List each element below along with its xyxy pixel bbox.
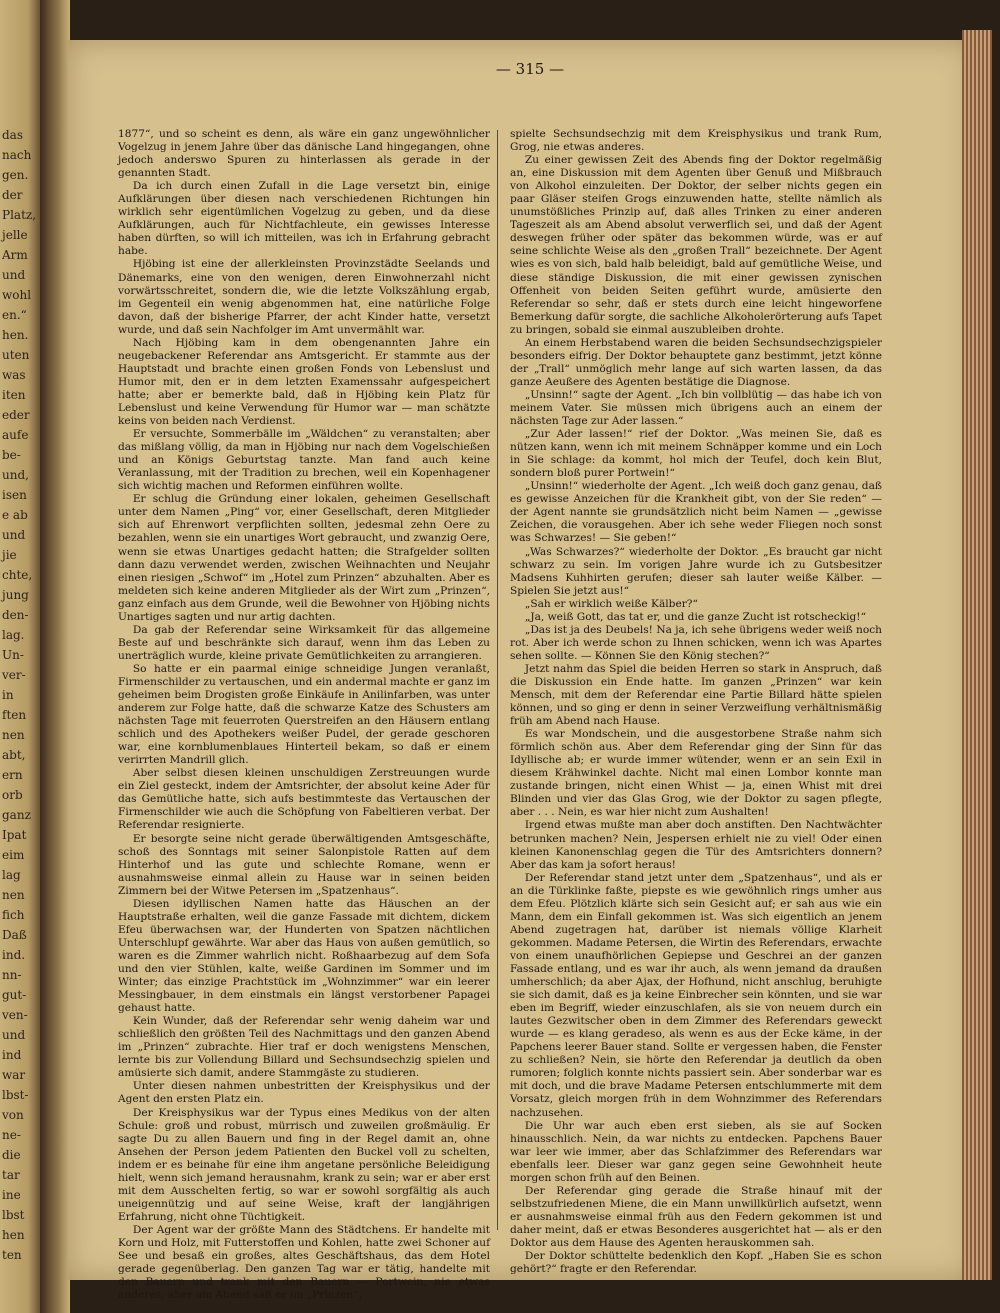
paragraph: Unter diesen nahmen unbestritten der Kreisphysikus und der Agent den ersten Platz ein. xyxy=(118,1080,490,1106)
paragraph: Irgend etwas mußte man aber doch anstiften. Den Nachtwächter betrunken machen? Nein, Jespersen erhielt nie zu viel! Oder einen kleinen Kanonenschlag gegen die Tür des Amtsrichters donnern? Aber das kam ja sofort heraus! xyxy=(510,819,882,871)
facing-page-fragment: Platz, xyxy=(2,208,37,222)
paragraph: Der Referendar stand jetzt unter dem „Spatzenhaus“, und als er an die Türklinke faßte, piepste es wie gewöhnlich rings umher aus dem Efeu. Plötzlich klärte sich sein Gesicht auf; er sah aus wie ein Mann, dem ein Einfall gekommen ist. Was sich eigentlich an jenem Abend zugetragen hat, darüber ist niemals völlige Klarheit gekommen. Madame Petersen, die Wirtin des Referendars, erwachte von einem unaufhörlichen Gepiepse und Geschrei an der ganzen Fassade entlang, und es war ihr auch, als wenn jemand da draußen umherschlich; da aber Ajax, der Hofhund, nicht anschlug, beruhigte sie sich damit, daß es ja keine Einbrecher sein könnten, und sie war eben im Begriff, wieder einzuschlafen, als sie von neuem durch ein lautes Gezwitscher oben in dem Zimmer des Referendars geweckt wurde — es klang geradeso, als wenn es aus der Ecke käme, in der Papchens leerer Bauer stand. Sollte er vergessen haben, die Fenster zu schließen? Nein, sie hörte den Referendar ja deutlich da oben rumoren; folglich konnte nichts passiert sein. Aber sonderbar war es mit doch, und die brave Madame Petersen entschlummerte mit dem Vorsatz, gleich morgen früh in dem Wohnzimmer des Referendars nachzusehen. xyxy=(510,871,882,1119)
facing-page-fragment: ind. xyxy=(2,948,26,962)
paragraph: Zu einer gewissen Zeit des Abends fing der Doktor regelmäßig an, eine Diskussion mit dem Agenten über Genuß und Mißbrauch von Alkohol einzuleiten. Der Doktor, der selber nichts gegen ein paar Gläser steifen Grogs einzuwenden hatte, stellte nämlich als unumstößliches Prinzip auf, daß alles Trinken zu einer anderen Tageszeit als am Abend absolut verwerflich sei, und daß der Agent deswegen früher oder später das bekommen würde, was er auf seine schlichte Weise als den „großen Trall“ bezeichnete. Der Agent wies es von sich, bald halb beleidigt, bald auf gemütliche Weise, und diese ständige Diskussion, die mit einer gewissen zynischen Offenheit von beiden Seiten geführt wurde, amüsierte den Referendar so sehr, daß er stets durch eine leicht hingeworfene Bemerkung dafür sorgte, die sachliche Alkoholerörterung aufs Tapet zu bringen, sobald sie einmal auszubleiben drohte. xyxy=(510,154,882,336)
paragraph: „Was Schwarzes?“ wiederholte der Doktor. „Es braucht gar nicht schwarz zu sein. Im vorigen Jahre wurde ich zu Gutsbesitzer Madsens Kuhhirten gerufen; dieser sah lauter weiße Kälber. — Spielen Sie jetzt aus!“ xyxy=(510,545,882,597)
book-gutter xyxy=(40,0,70,1313)
facing-page-fragment: uten xyxy=(2,348,30,362)
facing-page-fragment: jie xyxy=(2,548,17,562)
facing-page-fragment: die xyxy=(2,1148,21,1162)
facing-page-fragment: nen xyxy=(2,888,25,902)
facing-page-fragment: war xyxy=(2,1068,26,1082)
page-number: — 315 — xyxy=(495,60,565,78)
facing-page-fragment: lbst xyxy=(2,1208,25,1222)
paragraph: „Das ist ja des Deubels! Na ja, ich sehe übrigens weder weiß noch rot. Aber ich werde schon zu Ihnen schicken, wenn ich was Apartes sehen sollte. — Können Sie den König stechen?“ xyxy=(510,623,882,662)
facing-page-fragment: jelle xyxy=(2,228,28,242)
facing-page-fragment: gen. xyxy=(2,168,29,182)
paragraph: „Unsinn!“ wiederholte der Agent. „Ich weiß doch ganz genau, daß es gewisse Anzeichen für die Krankheit gibt, von der Sie reden“ — der Agent nannte sie grundsätzlich nicht beim Namen — „gewisse Zeichen, die vorausgehen. Aber ich sehe weder Fliegen noch sonst was Schwarzes! — Sie geben!“ xyxy=(510,480,882,545)
facing-page-fragment: und xyxy=(2,1028,26,1042)
facing-page-fragment: ten xyxy=(2,1248,22,1262)
paragraph: „Zur Ader lassen!“ rief der Doktor. „Was meinen Sie, daß es nützen kann, wenn ich mit meinem Schnäpper komme und ein Loch in Sie schlage: da kommt, hol mich der Teufel, doch kein Blut, sondern bloß purer Portwein!“ xyxy=(510,428,882,480)
facing-page-fragment: chte, xyxy=(2,568,33,582)
facing-page-fragment: den- xyxy=(2,608,29,622)
facing-page-fragment: hen. xyxy=(2,328,29,342)
paragraph: „Unsinn!“ sagte der Agent. „Ich bin vollblütig — das habe ich von meinem Vater. Sie müssen mich übrigens auch an einem der nächsten Tage zur Ader lassen.“ xyxy=(510,388,882,428)
facing-page-fragment: jung xyxy=(2,588,29,602)
facing-page-fragment: was xyxy=(2,368,26,382)
paragraph: Hjöbing ist eine der allerkleinsten Provinzstädte Seelands und Dänemarks, eine von den wenigen, deren Einwohnerzahl nicht vorwärtsschreitet, sondern die, wie die letzte Volkszählung ergab, im Gegenteil ein wenig abgenommen hat, eine natürliche Folge davon, daß der bisherige Pfarrer, der acht Kinder hatte, versetzt wurde, und daß sein Nachfolger im Amt unvermählt war. xyxy=(118,258,490,336)
paragraph: Jetzt nahm das Spiel die beiden Herren so stark in Anspruch, daß die Diskussion ein Ende hatte. Im ganzen „Prinzen“ war kein Mensch, mit dem der Referendar eine Partie Billard hätte spielen können, und so ging er denn in seiner Verzweiflung verhältnismäßig früh am Abend nach Hause. xyxy=(510,662,882,728)
paragraph: Aber selbst diesen kleinen unschuldigen Zerstreuungen wurde ein Ziel gesteckt, indem der Amtsrichter, der absolut keine Ader für das Gemütliche hatte, sich aufs bestimmteste das Vertauschen der Firmenschilder wie auch die Schöpfung von Fabeltieren verbat. Der Referendar resignierte. xyxy=(118,767,490,832)
paragraph: An einem Herbstabend waren die beiden Sechsundsechzigspieler besonders eifrig. Der Doktor behauptete ganz bestimmt, jetzt könne der „Trall“ unmöglich mehr lange auf sich warten lassen, da das ganze Aeußere des Agenten bestätige die Diagnose. xyxy=(510,336,882,388)
facing-page-fragment: ften xyxy=(2,708,27,722)
facing-page-fragment: lag. xyxy=(2,628,25,642)
paragraph: Nach Hjöbing kam in dem obengenannten Jahre ein neugebackener Referendar ans Amtsgericht. Er stammte aus der Hauptstadt und brachte einen großen Fonds von Lebenslust und Humor mit, den er in dem letzten Examenssahr aufgespeichert hatte; aber er bemerkte bald, daß in Hjöbing kein Platz für Lebenslust und keine Verwendung für Humor war — man schätzte keins von beiden nach Verdienst. xyxy=(118,336,490,428)
paragraph: Die Uhr war auch eben erst sieben, als sie auf Socken hinausschlich. Nein, da war nichts zu entdecken. Papchens Bauer war leer wie immer, aber das Schlafzimmer des Referendars war ebenfalls leer. Dieser war ganz gegen seine Gewohnheit heute morgen schon früh auf den Beinen. xyxy=(510,1119,882,1184)
paragraph: Da gab der Referendar seine Wirksamkeit für das allgemeine Beste auf und beschränkte sich darauf, wenn ihm das Leben zu unerträglich wurde, kleine private Gemütlichkeiten zu arrangieren. xyxy=(118,623,490,662)
facing-page-fragment: orb xyxy=(2,788,23,802)
facing-page-fragment: wohl xyxy=(2,288,32,302)
facing-page-fragment: lbst- xyxy=(2,1088,29,1102)
facing-page-fragment: Arm xyxy=(2,248,28,262)
paragraph: „Ja, weiß Gott, das tat er, und die ganze Zucht ist rotscheckig!“ xyxy=(524,610,866,623)
paragraph: Kein Wunder, daß der Referendar sehr wenig daheim war und schließlich den größten Teil des Nachmittags und den ganzen Abend im „Prinzen“ zubrachte. Hier traf er doch wenigstens Menschen, lernte bis zur Vollendung Billard und Sechsundsechzig spielen und amüsierte sich damit, andere Stammgäste zu studieren. xyxy=(118,1015,490,1080)
paragraph: Der Kreisphysikus war der Typus eines Medikus von der alten Schule: groß und robust, mürrisch und zuweilen großmäulig. Er sagte Du zu allen Bauern und fing in der Regel damit an, ohne Ansehen der Person jedem Patienten den Buckel voll zu schelten, indem er es beinahe für eine ihm angetane persönliche Beleidigung hielt, wenn sich jemand herausnahm, krank zu sein; war er aber erst mit dem Ausschelten fertig, so war er sowohl sorgfältig als auch uneigennützig und auf seine Weise, kraft der langjährigen Erfahrung, nicht ohne Tüchtigkeit. xyxy=(118,1106,490,1223)
page-edges xyxy=(962,30,992,1280)
column-divider xyxy=(497,130,498,1230)
facing-page-fragment: eim xyxy=(2,848,25,862)
facing-page-fragment: lag xyxy=(2,868,21,882)
paragraph: So hatte er ein paarmal einige schneidige Jungen veranlaßt, Firmenschilder zu vertauschen, und ein andermal machte er ganz im geheimen beim Drogisten große Einkäufe in Anilinfarben, was unter anderem zur Folge hatte, daß die schwarze Katze des Schusters am nächsten Tage mit feuerroten Querstreifen an den Häusern entlang schlich und des Apothekers weißer Pudel, der gerade geschoren war, eine kornblumenblaues Hinterteil bekam, so daß er einem verirrten Mandrill glich. xyxy=(118,662,490,767)
facing-page-fragment: iten xyxy=(2,388,26,402)
paragraph: Da ich durch einen Zufall in die Lage versetzt bin, einige Aufklärungen über diesen nach verschiedenen Richtungen hin wirklich sehr eigentümlichen Vogelzug zu geben, und da diese Aufklärungen, auch für Nichtfachleute, ein gewisses Interesse haben dürften, so will ich mitteilen, was ich in Erfahrung gebracht habe. xyxy=(118,180,490,258)
facing-page-fragment: ven- xyxy=(2,1008,28,1022)
facing-page-fragment: abt, xyxy=(2,748,26,762)
facing-page-fragment: und, xyxy=(2,468,29,482)
facing-page-fragment: ern xyxy=(2,768,23,782)
paragraph: 1877“, und so scheint es denn, als wäre ein ganz ungewöhnlicher Vogelzug in jenem Jahre über das dänische Land hingegangen, ohne jedoch anderswo Spuren zu hinterlassen als gerade in der genannten Stadt. xyxy=(118,128,490,180)
text-column-right xyxy=(510,128,882,1276)
facing-page-fragment: nn- xyxy=(2,968,22,982)
facing-page-fragment: nen xyxy=(2,728,25,742)
facing-page-fragment: e ab xyxy=(2,508,28,522)
paragraph: „Sah er wirklich weiße Kälber?“ xyxy=(524,597,698,610)
facing-page-fragment: aufe xyxy=(2,428,29,442)
facing-page-fragment: hen xyxy=(2,1228,25,1242)
text-column-left xyxy=(118,128,490,1302)
facing-page-fragment: Un- xyxy=(2,648,24,662)
paragraph: Der Referendar ging gerade die Straße hinauf mit der selbstzufriedenen Miene, die ein Mann unwillkürlich aufsetzt, wenn er ausnahmsweise einmal früh aus den Federn gekommen ist und daher meint, daß er etwas Besonderes ausgerichtet hat — als er den Doktor aus dem Hause des Agenten herauskommen sah. xyxy=(510,1184,882,1249)
paragraph: Es war Mondschein, und die ausgestorbene Straße nahm sich förmlich schön aus. Aber dem Referendar ging der Sinn für das Idyllische ab; er wurde immer wütender, wenn er an sein Exil in diesem Krähwinkel dachte. Nicht mal einen Lombor konnte man zustande bringen, nicht einen Whist — ja, einen Whist mit drei Blinden und vier das Glas Grog, wie der Doktor zu sagen pflegte, aber . . . Nein, es war hier nicht zum Aushalten! xyxy=(510,728,882,819)
paragraph: Er besorgte seine nicht gerade überwältigenden Amtsgeschäfte, schoß des Sonntags mit seiner Salonpistole Ratten auf dem Hinterhof und las gute und schlechte Romane, wenn er ausnahmsweise einmal allein zu Hause war in seinen beiden Zimmern bei der Witwe Petersen im „Spatzenhaus“. xyxy=(118,832,490,897)
facing-page-fragment: eder xyxy=(2,408,30,422)
facing-page-fragment: ganz xyxy=(2,808,31,822)
facing-page-fragment: von xyxy=(2,1108,24,1122)
left-page-edge xyxy=(0,0,40,1313)
paragraph: spielte Sechsundsechzig mit dem Kreisphysikus und trank Rum, Grog, nie etwas anderes. xyxy=(510,128,882,154)
facing-page-fragment: ine xyxy=(2,1188,21,1202)
facing-page-fragment: Daß xyxy=(2,928,27,942)
facing-page-fragment: der xyxy=(2,188,23,202)
paragraph: Der Agent war der größte Mann des Städtchens. Er handelte mit Korn und Holz, mit Futterstoffen und Kohlen, hatte zwei Schoner auf See und besaß ein großes, altes Geschäftshaus, das dem Hotel gerade gegenüberlag. Den ganzen Tag war er tätig, handelte mit den Bauern und trank mit den Bauern — Portwein, nie etwas anderes; aber am Abend saß er im „Prinzen“, xyxy=(118,1223,490,1302)
facing-page-fragment: gut- xyxy=(2,988,27,1002)
facing-page-fragment: Ipat xyxy=(2,828,27,842)
facing-page-fragment: ver- xyxy=(2,668,26,682)
facing-page-fragment: ne- xyxy=(2,1128,21,1142)
facing-page-fragment: tar xyxy=(2,1168,20,1182)
paragraph: Er versuchte, Sommerbälle im „Wäldchen“ zu veranstalten; aber das mißlang völlig, da man in Hjöbing nur nach dem Vogelschießen und an Königs Geburtstag tanzte. Man fand auch keine Veranlassung, mit der Tradition zu brechen, weil ein Kopenhagener sich wichtig machen und Reformen einführen wollte. xyxy=(118,428,490,493)
facing-page-fragment: nach xyxy=(2,148,32,162)
facing-page-fragment: isen xyxy=(2,488,27,502)
facing-page-fragment: be- xyxy=(2,448,21,462)
facing-page-fragment: en.“ xyxy=(2,308,27,322)
paragraph: Er schlug die Gründung einer lokalen, geheimen Gesellschaft unter dem Namen „Ping“ vor, einer Gesellschaft, deren Mitglieder sich auf Ehrenwort verpflichten sollten, jedesmal zehn Oere zu bezahlen, wenn sie ein unartiges Wort gebraucht, und zwanzig Oere, wenn sie etwas Unartiges gedacht hatten; die Strafgelder sollten dann dazu verwendet werden, zwischen Weihnachten und Neujahr einen riesigen „Schwof“ im „Hotel zum Prinzen“ abzuhalten. Aber es meldeten sich keine anderen Mitglieder als der Wirt zum „Prinzen“, ganz einfach aus dem Grunde, weil die Bewohner von Hjöbing nichts Unartiges sagten und nur artig dachten. xyxy=(118,493,490,623)
facing-page-fragment: und xyxy=(2,528,26,542)
facing-page-fragment: das xyxy=(2,128,23,142)
paragraph: Diesen idyllischen Namen hatte das Häuschen an der Hauptstraße erhalten, weil die ganze Fassade mit dichtem, dickem Efeu überwachsen war, der Hunderten von Spatzen nächtlichen Unterschlupf gewährte. War aber das Haus von außen gemütlich, so waren es die Zimmer wahrlich nicht. Roßhaarbezug auf dem Sofa und den vier Stühlen, kalte, weiße Gardinen im Sommer und im Winter; das einzige Prachtstück im „Wohnzimmer“ war ein leerer Messingbauer, in dem einstmals ein längst verstorbener Papagei gehaust hatte. xyxy=(118,897,490,1015)
facing-page-fragment: ind xyxy=(2,1048,22,1062)
paragraph: Der Doktor schüttelte bedenklich den Kopf. „Haben Sie es schon gehört?“ fragte er den Referendar. xyxy=(510,1250,882,1276)
facing-page-fragment: in xyxy=(2,688,14,702)
facing-page-fragment: fich xyxy=(2,908,25,922)
facing-page-fragment: und xyxy=(2,268,26,282)
